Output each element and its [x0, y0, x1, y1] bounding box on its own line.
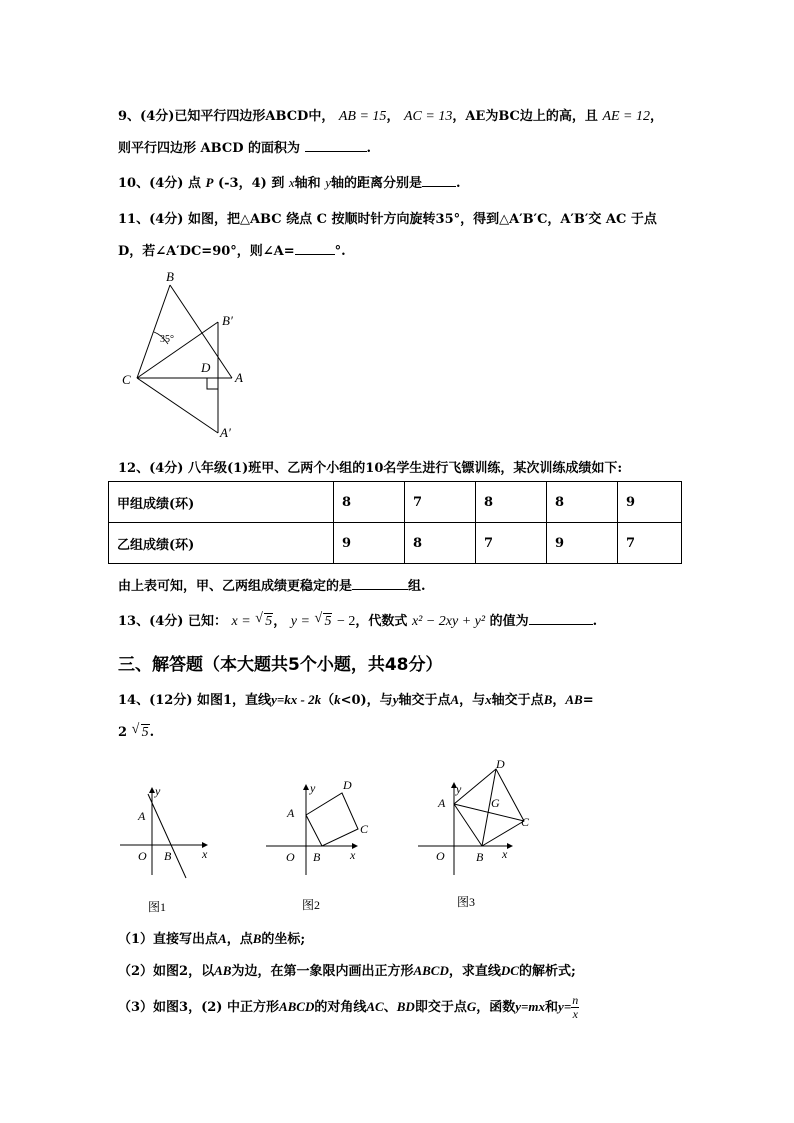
- q14-sub1-A: A: [218, 931, 227, 946]
- q11-label-bprime: B′: [222, 313, 233, 328]
- q13-sqrt-x: √ 5: [255, 611, 273, 629]
- q14-figure-3: [414, 755, 544, 915]
- table-row: [109, 523, 682, 564]
- q11-line2: [118, 240, 346, 259]
- q14-sub3-AC: AC: [366, 999, 384, 1014]
- q13-y-eq: y =: [290, 614, 310, 629]
- table-cell: 8: [547, 482, 618, 523]
- fig3-label-a: A: [438, 796, 446, 810]
- fig3-caption: 图3: [457, 895, 476, 909]
- q11-line2-text: D，若∠A′DC=90°，则∠A=: [118, 244, 295, 259]
- fig2-caption: 图2: [302, 898, 321, 912]
- fig2-label-d: D: [343, 778, 352, 792]
- q14-k: k: [334, 692, 341, 707]
- q14-text-f: 轴交于点: [491, 693, 544, 708]
- q10-coords: (-3，4): [217, 176, 267, 191]
- fig2-label-a: A: [287, 806, 295, 820]
- q13-x-eq: x =: [231, 614, 251, 629]
- q13-y-tail: − 2: [336, 614, 356, 629]
- q11-answer-blank[interactable]: [295, 242, 335, 255]
- q14-sub1-c: 的坐标;: [261, 932, 306, 947]
- q13-answer-blank[interactable]: [529, 612, 593, 625]
- table-cell: 7: [618, 523, 682, 564]
- q14-line2: [118, 722, 155, 741]
- q11-label-d: D: [201, 360, 211, 375]
- q14-sub3-G: G: [466, 999, 477, 1014]
- q14-y: y: [392, 692, 399, 707]
- q12-answer-blank[interactable]: [352, 577, 408, 590]
- fig2-label-b: B: [313, 850, 321, 864]
- q13-sqrt-y: √ 5: [314, 611, 332, 629]
- q10-end: .: [455, 176, 461, 191]
- q14-sub2-AB: AB: [214, 963, 232, 978]
- section-3-title: 三、解答题（本大题共5个小题，共48分）: [118, 655, 443, 675]
- fig1-label-b: B: [164, 849, 172, 863]
- fig1-caption: 图1: [148, 900, 167, 914]
- q14-sub3-e: ，函数: [476, 1000, 516, 1015]
- q13-end: .: [592, 614, 598, 629]
- q14-sub2-d: 的解析式;: [518, 964, 576, 979]
- fig3-label-d: D: [496, 757, 505, 771]
- table-row: [109, 482, 682, 523]
- q13-prefix: 13、(4分) 已知：: [118, 614, 227, 629]
- fig2-label-x: x: [350, 848, 356, 862]
- q13-end-text: 的值为: [489, 614, 529, 629]
- q14-text-g: ，: [552, 693, 566, 708]
- q9-middle: ，AE为BC边上的高，且: [452, 109, 598, 124]
- fig3-label-c: C: [521, 815, 530, 829]
- q14-sub3-f: 和: [545, 1000, 559, 1015]
- q13-comma: ，: [273, 614, 287, 629]
- q14-sub1-B: B: [252, 931, 262, 946]
- fig2-label-y: y: [310, 781, 316, 795]
- q13-expression: x² − 2xy + y²: [411, 614, 486, 629]
- q11-triangle-figure: [110, 265, 260, 445]
- q11-line2-end: °.: [334, 244, 346, 259]
- q10-mid1: 到: [271, 176, 285, 191]
- q10-mid2: 轴和: [294, 176, 321, 191]
- q9-line2-text: 则平行四边形 ABCD 的面积为: [118, 141, 300, 156]
- q12-intro: 12、(4分) 八年级(1)班甲、乙两个小组的10名学生进行飞镖训练，某次训练成绩如下:: [118, 461, 623, 476]
- q14-B: B: [543, 692, 553, 707]
- q14-text-h: =: [582, 693, 594, 708]
- q14-sub1-b: ，点: [226, 932, 253, 947]
- q14-text-a: 14、(12分) 如图1，直线: [118, 693, 272, 708]
- q10-point: P: [205, 175, 214, 190]
- q12-after-end: 组.: [408, 579, 426, 594]
- q11-line1: 11、(4分) 如图，把△ABC 绕点 C 按顺时针方向旋转35°，得到△A′B′C，A′B′交 AC 于点: [118, 212, 657, 227]
- q14-sub2-c: ，求直线: [448, 964, 501, 979]
- q9-answer-blank[interactable]: [305, 139, 367, 152]
- q14-sub3-func1: y=mx: [515, 999, 546, 1014]
- table-cell: 9: [547, 523, 618, 564]
- q10-mid3: 轴的距离分别是: [330, 176, 422, 191]
- q9-ae: AE = 12: [602, 109, 650, 124]
- q9-line1: [118, 105, 663, 125]
- fig2-label-o: O: [286, 850, 295, 864]
- q14-sub2: [118, 960, 576, 979]
- q11-label-a: A: [235, 370, 243, 385]
- row-label: 乙组成绩(环): [109, 523, 334, 564]
- q11-label-c: C: [122, 372, 131, 387]
- q10-answer-blank[interactable]: [422, 174, 456, 187]
- table-cell: 8: [476, 482, 547, 523]
- q9-line2: [118, 137, 371, 156]
- fig1-label-y: y: [155, 784, 161, 798]
- q14-sub3-fraction: [571, 994, 579, 1021]
- q9-prefix: 9、(4分)已知平行四边形ABCD中，: [118, 109, 335, 124]
- q10-y: y: [325, 175, 331, 190]
- q14-text-e: ，与: [459, 693, 486, 708]
- q11-label-b: B: [166, 269, 174, 284]
- q14-sub3-ABCD: ABCD: [278, 999, 315, 1014]
- q14-AB: AB: [565, 692, 583, 707]
- fig2-label-c: C: [360, 822, 369, 836]
- q11-angle-label: 35°: [160, 334, 174, 345]
- q9-end: ，: [650, 109, 664, 124]
- q10-x: x: [288, 175, 295, 190]
- fraction-denominator: x: [572, 1007, 578, 1021]
- q14-x: x: [485, 692, 492, 707]
- fig1-label-x: x: [202, 847, 208, 861]
- q14-line2-end: .: [149, 725, 155, 740]
- q14-figure-1: [112, 780, 222, 920]
- q14-sub3-func2: y=: [558, 999, 572, 1014]
- q14-sub1-a: （1）直接写出点: [118, 932, 219, 947]
- q14-sub2-b: 为边，在第一象限内画出正方形: [231, 964, 414, 979]
- fig1-label-a: A: [138, 809, 146, 823]
- q14-sub3-b: 的对角线: [314, 1000, 367, 1015]
- fig3-label-x: x: [502, 847, 508, 861]
- q9-ab: AB = 15: [338, 109, 387, 124]
- table-cell: 9: [334, 523, 405, 564]
- q14-sub2-a: （2）如图2，以: [118, 964, 215, 979]
- fig3-label-g: G: [491, 796, 500, 810]
- fig3-label-o: O: [436, 849, 445, 863]
- table-cell: 8: [334, 482, 405, 523]
- q14-sub3-a: （3）如图3，(2) 中正方形: [118, 1000, 279, 1015]
- q10-line: [118, 172, 461, 191]
- table-cell: 7: [476, 523, 547, 564]
- q14-sub3-d: 即交于点: [414, 1000, 467, 1015]
- fig3-label-b: B: [476, 850, 484, 864]
- q14-figure-2: [262, 775, 372, 920]
- q14-sub3-c: 、: [383, 1000, 397, 1015]
- q14-text-b: （: [321, 693, 335, 708]
- q9-ac: AC = 13: [403, 109, 453, 124]
- q14-sub1: [118, 928, 305, 947]
- fraction-numerator: n: [572, 993, 579, 1007]
- q14-sqrt: √ 5: [131, 722, 149, 740]
- q14-text-d: 轴交于点: [398, 693, 451, 708]
- q14-func: y=kx - 2k: [271, 692, 322, 707]
- q14-text-c: <0)，与: [340, 693, 393, 708]
- q14-sub2-DC: DC: [500, 963, 519, 978]
- q14-sub2-ABCD: ABCD: [413, 963, 449, 978]
- q10-prefix: 10、(4分) 点: [118, 176, 201, 191]
- q14-line1: [118, 689, 594, 708]
- q12-after: [118, 575, 426, 594]
- q12-score-table: [108, 481, 682, 564]
- table-cell: 9: [618, 482, 682, 523]
- q11-label-aprime: A′: [220, 425, 231, 440]
- q9-sep: ，: [386, 109, 400, 124]
- table-cell: 8: [405, 523, 476, 564]
- q12-after-text: 由上表可知，甲、乙两组成绩更稳定的是: [118, 579, 353, 594]
- table-cell: 7: [405, 482, 476, 523]
- q14-A: A: [450, 692, 460, 707]
- q14-sub3: [118, 994, 579, 1021]
- q13-line: [118, 610, 597, 630]
- q9-line2-end: .: [366, 141, 372, 156]
- q14-sub3-BD: BD: [396, 999, 415, 1014]
- fig3-label-y: y: [456, 782, 462, 796]
- fig1-label-o: O: [138, 849, 147, 863]
- row-label: 甲组成绩(环): [109, 482, 334, 523]
- q13-mid: ，代数式: [355, 614, 408, 629]
- q14-coef: 2: [118, 725, 128, 740]
